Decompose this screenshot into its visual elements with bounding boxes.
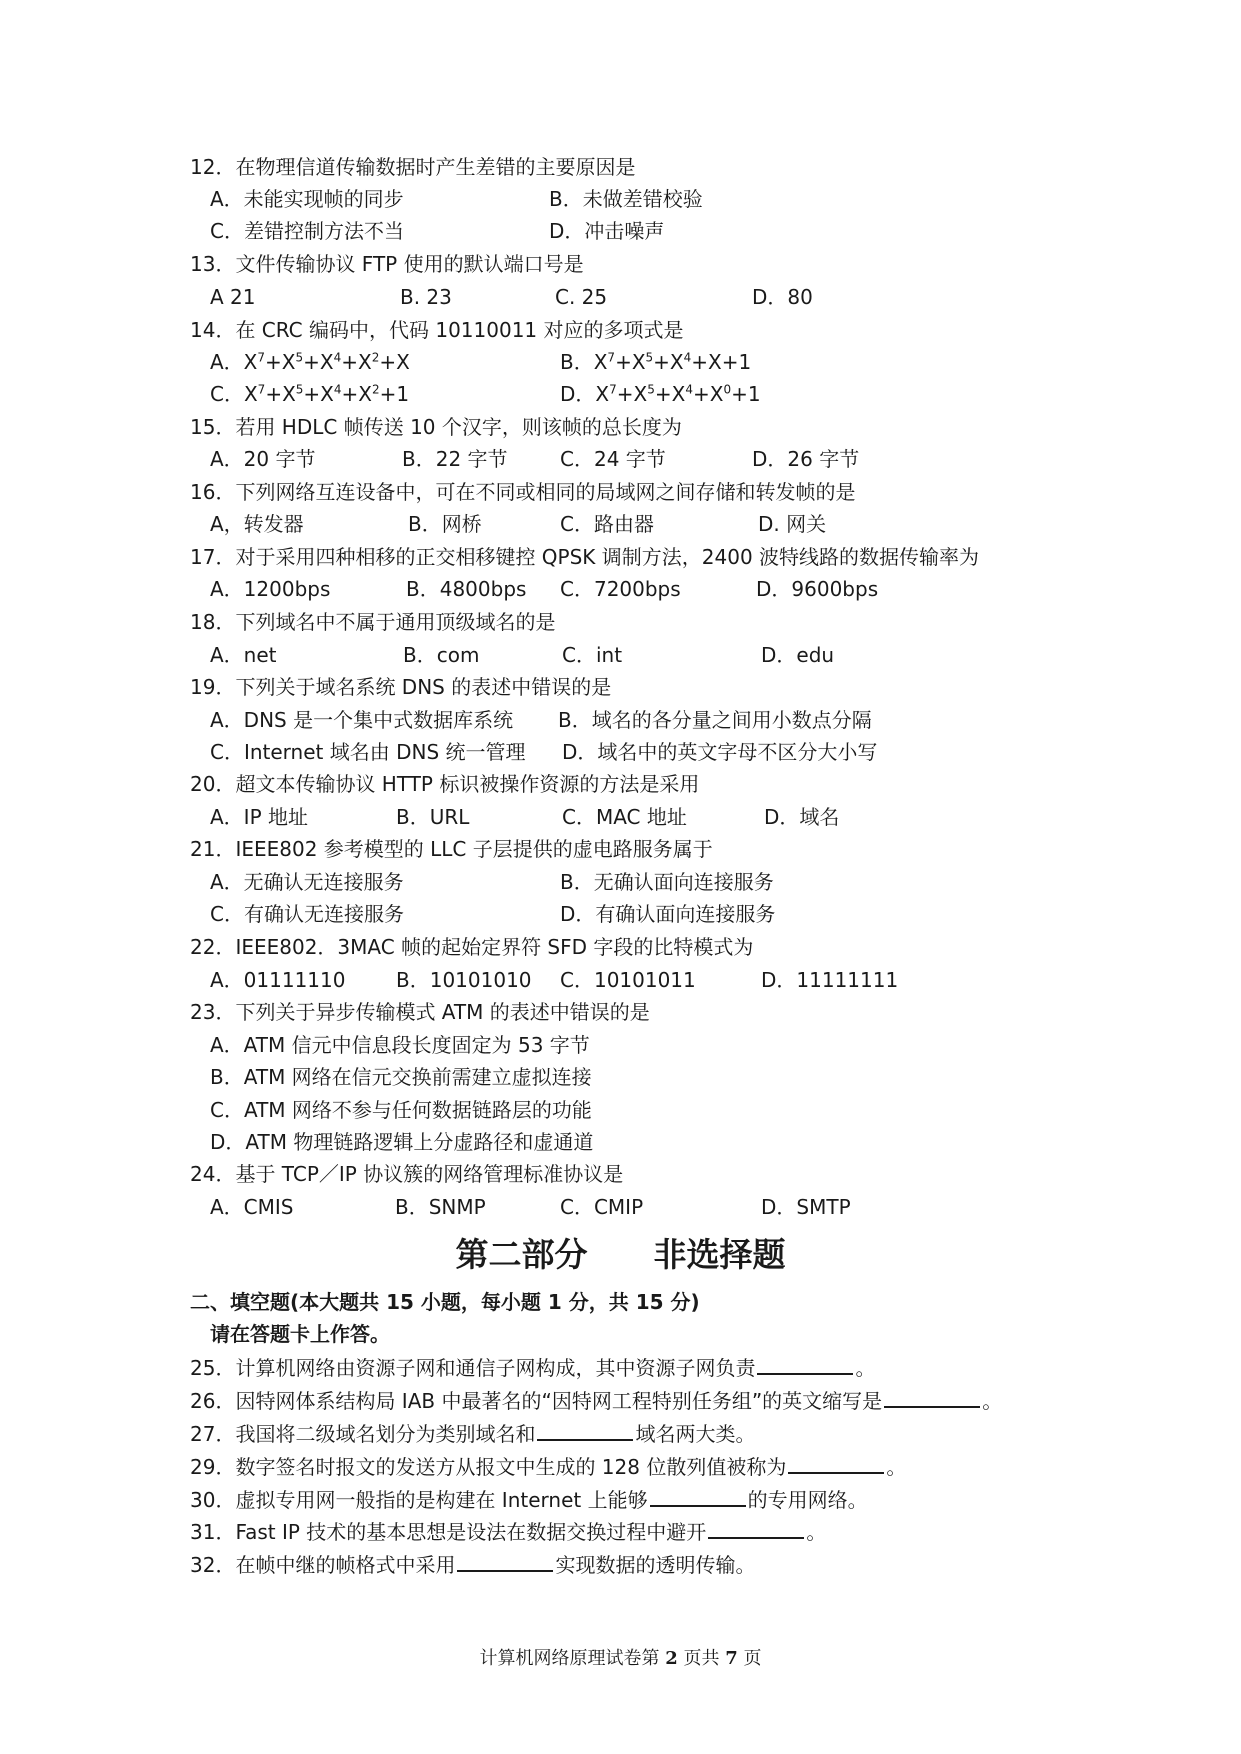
question-stem: 20．超文本传输协议 HTTP 标识被操作资源的方法是采用: [190, 772, 700, 796]
option-row: [210, 447, 1110, 471]
option: C．MAC 地址: [562, 805, 687, 829]
answer-blank: [884, 1388, 980, 1408]
option-row: [210, 1033, 1110, 1057]
option-row: [210, 805, 1110, 829]
option-row: [210, 643, 1110, 667]
fill-in-header: 二、填空题(本大题共 15 小题，每小题 1 分，共 15 分): [190, 1290, 700, 1314]
option: A．01111110: [210, 968, 346, 992]
fill-in-text: 25．计算机网络由资源子网和通信子网构成，其中资源子网负责: [190, 1356, 756, 1380]
option: B．4800bps: [406, 577, 527, 601]
footer-suffix: 页: [743, 1648, 762, 1669]
option: B．网桥: [408, 512, 482, 536]
section-title: 第二部分 非选择题: [455, 1235, 786, 1274]
option: A．20 字节: [210, 447, 316, 471]
option-row: [210, 1098, 1110, 1122]
option-row: [210, 382, 1110, 406]
answer-blank: [757, 1355, 853, 1375]
answer-blank: [457, 1552, 553, 1572]
option: C. 25: [555, 285, 608, 309]
option: B．ATM 网络在信元交换前需建立虚拟连接: [210, 1065, 592, 1089]
option: A．$X^7+X^5+X^4+X^2+X$: [210, 350, 410, 374]
option: D．edu: [761, 643, 835, 667]
option-row: [210, 219, 1110, 243]
question-stem: 16．下列网络互连设备中，可在不同或相同的局域网之间存储和转发帧的是: [190, 480, 856, 504]
option: A．ATM 信元中信息段长度固定为 53 字节: [210, 1033, 590, 1057]
fill-in-text: 27．我国将二级域名划分为类别域名和: [190, 1422, 536, 1446]
fill-in-text: 实现数据的透明传输。: [555, 1553, 756, 1577]
option-row: [210, 870, 1110, 894]
option: D．有确认面向连接服务: [560, 902, 776, 926]
fill-in-instruction: 请在答题卡上作答。: [210, 1322, 390, 1346]
option: D．9600bps: [756, 577, 879, 601]
fill-in-text: 。: [806, 1520, 827, 1544]
option: C．int: [562, 643, 623, 667]
option-row: [210, 1065, 1110, 1089]
option: C．有确认无连接服务: [210, 902, 404, 926]
fill-in-question: [190, 1487, 868, 1512]
option: A 21: [210, 285, 256, 309]
footer-page-number: 2: [665, 1648, 678, 1669]
option: B．URL: [396, 805, 470, 829]
option: D．冲击噪声: [549, 219, 665, 243]
question-stem: 23．下列关于异步传输模式 ATM 的表述中错误的是: [190, 1000, 650, 1024]
option-row: [210, 577, 1110, 601]
option-row: [210, 350, 1110, 374]
question-stem: 18．下列域名中不属于通用顶级域名的是: [190, 610, 556, 634]
option-row: [210, 968, 1110, 992]
option: D．26 字节: [752, 447, 860, 471]
option-row: [210, 1130, 1110, 1154]
fill-in-question: [190, 1454, 906, 1479]
option: A．1200bps: [210, 577, 331, 601]
option-row: [210, 285, 1110, 309]
option-row: [210, 902, 1110, 926]
option: C．24 字节: [560, 447, 666, 471]
answer-blank: [537, 1421, 633, 1441]
fill-in-text: 30．虚拟专用网一般指的是构建在 Internet 上能够: [190, 1488, 648, 1512]
option: B．无确认面向连接服务: [560, 870, 774, 894]
option-row: [210, 708, 1110, 732]
option: C．10101011: [560, 968, 696, 992]
question-stem: 21．IEEE802 参考模型的 LLC 子层提供的虚电路服务属于: [190, 837, 713, 861]
option: A．无确认无连接服务: [210, 870, 404, 894]
fill-in-text: 29．数字签名时报文的发送方从报文中生成的 128 位散列值被称为: [190, 1455, 787, 1479]
option: A．IP 地址: [210, 805, 308, 829]
option: A．CMIS: [210, 1195, 294, 1219]
option: C．7200bps: [560, 577, 681, 601]
option: D．80: [752, 285, 813, 309]
option: C．CMIP: [560, 1195, 644, 1219]
option: C．Internet 域名由 DNS 统一管理: [210, 740, 526, 764]
option: A．DNS 是一个集中式数据库系统: [210, 708, 514, 732]
option: D．SMTP: [761, 1195, 851, 1219]
option: D．11111111: [761, 968, 899, 992]
option: C．差错控制方法不当: [210, 219, 404, 243]
option: C．路由器: [560, 512, 654, 536]
option: B．22 字节: [402, 447, 508, 471]
question-stem: 14．在 CRC 编码中，代码 10110011 对应的多项式是: [190, 318, 684, 342]
fill-in-text: 31．Fast IP 技术的基本思想是设法在数据交换过程中避开: [190, 1520, 707, 1544]
fill-in-question: [190, 1355, 875, 1380]
option: B．com: [403, 643, 480, 667]
fill-in-text: 。: [855, 1356, 876, 1380]
option-row: [210, 1195, 1110, 1219]
question-stem: 22．IEEE802．3MAC 帧的起始定界符 SFD 字段的比特模式为: [190, 935, 754, 959]
footer-prefix: 计算机网络原理试卷第: [479, 1648, 660, 1669]
page-footer: [0, 1648, 1241, 1670]
option: D．域名中的英文字母不区分大小写: [562, 740, 878, 764]
question-stem: 13．文件传输协议 FTP 使用的默认端口号是: [190, 252, 584, 276]
fill-in-text: 域名两大类。: [635, 1422, 756, 1446]
option: D. 网关: [758, 512, 827, 536]
fill-in-question: [190, 1552, 755, 1577]
option: B. 23: [400, 285, 452, 309]
option-row: [210, 512, 1110, 536]
option: D．$X^7+X^5+X^4+X^0+1$: [560, 382, 761, 406]
fill-in-text: 26．因特网体系结构局 IAB 中最著名的“因特网工程特别任务组”的英文缩写是: [190, 1389, 883, 1413]
option: D．ATM 物理链路逻辑上分虚路径和虚通道: [210, 1130, 594, 1154]
question-stem: 15．若用 HDLC 帧传送 10 个汉字，则该帧的总长度为: [190, 415, 682, 439]
footer-mid: 页共: [683, 1648, 720, 1669]
fill-in-text: 。: [982, 1389, 1003, 1413]
fill-in-question: [190, 1519, 826, 1544]
fill-in-text: 。: [886, 1455, 907, 1479]
option: C．ATM 网络不参与任何数据链路层的功能: [210, 1098, 592, 1122]
option-row: [210, 187, 1110, 211]
answer-blank: [788, 1454, 884, 1474]
option: A．net: [210, 643, 277, 667]
fill-in-text: 32．在帧中继的帧格式中采用: [190, 1553, 456, 1577]
option: B．域名的各分量之间用小数点分隔: [558, 708, 872, 732]
question-stem: 12．在物理信道传输数据时产生差错的主要原因是: [190, 155, 636, 179]
option: B．$X^7+X^5+X^4+X+1$: [560, 350, 752, 374]
option: C．$X^7+X^5+X^4+X^2+1$: [210, 382, 410, 406]
footer-total-pages: 7: [725, 1648, 738, 1669]
option-row: [210, 740, 1110, 764]
fill-in-text: 的专用网络。: [747, 1488, 868, 1512]
fill-in-question: [190, 1421, 755, 1446]
fill-in-question: [190, 1388, 1002, 1413]
option: A，转发器: [210, 512, 304, 536]
question-stem: 24．基于 TCP／IP 协议簇的网络管理标准协议是: [190, 1162, 624, 1186]
option: D．域名: [764, 805, 840, 829]
question-stem: 17．对于采用四种相移的正交相移键控 QPSK 调制方法，2400 波特线路的数据传输率为: [190, 545, 980, 569]
option: B．10101010: [396, 968, 532, 992]
option: A．未能实现帧的同步: [210, 187, 404, 211]
answer-blank: [708, 1519, 804, 1539]
answer-blank: [650, 1487, 746, 1507]
option: B．未做差错校验: [549, 187, 703, 211]
question-stem: 19．下列关于域名系统 DNS 的表述中错误的是: [190, 675, 612, 699]
option: B．SNMP: [395, 1195, 486, 1219]
